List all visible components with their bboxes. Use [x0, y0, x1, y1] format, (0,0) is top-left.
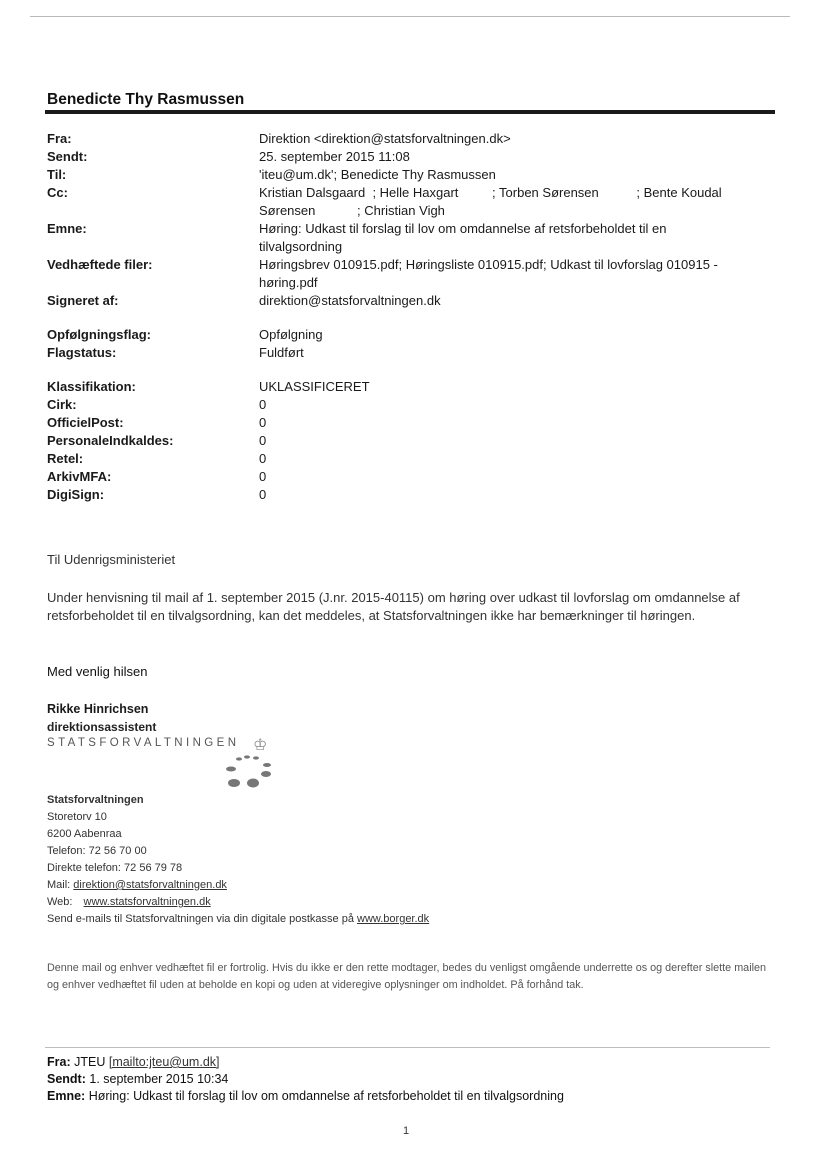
header-label: OfficielPost:	[47, 415, 124, 430]
cc-recipient: ; Bente Koudal	[636, 185, 722, 200]
sender-name: Benedicte Thy Rasmussen	[47, 91, 245, 108]
mail-link[interactable]: direktion@statsforvaltningen.dk	[73, 879, 227, 891]
organization-contact	[47, 792, 429, 928]
confidentiality-disclaimer: Denne mail og enhver vedhæftet fil er fortrolig. Hvis du ikke er den rette modtager, bedes du venligst omgående underrette os og derefter slette mailen og enhver vedhæftet fil uden at beholde en kopi og uden at videregive oplysninger om indholdet. På forhånd tak.	[47, 962, 766, 991]
org-direct-phone: Direkte telefon: 72 56 79 78	[47, 862, 183, 874]
fwd-subject-value: Høring: Udkast til forslag til lov om omdannelse af retsforbeholdet til en tilvalgsordning	[88, 1089, 564, 1103]
fwd-sent-label: Sendt:	[47, 1072, 86, 1086]
header-label: ArkivMFA:	[47, 469, 112, 484]
header-value: Høringsbrev 010915.pdf; Høringsliste 010915.pdf; Udkast til lovforslag 010915 - høring.pdf	[259, 257, 718, 290]
header-label: Klassifikation:	[47, 379, 136, 394]
header-label: Flagstatus:	[47, 345, 117, 360]
header-label: DigiSign:	[47, 487, 105, 502]
header-label: Cirk:	[47, 397, 77, 412]
header-divider	[45, 110, 775, 114]
mail-label: Mail:	[47, 879, 71, 891]
page-number: 1	[403, 1125, 410, 1137]
header-value: 0	[259, 433, 267, 448]
header-row-personaleindkaldes	[47, 432, 767, 450]
web-link[interactable]: www.statsforvaltningen.dk	[83, 896, 211, 908]
header-label: PersonaleIndkaldes:	[47, 433, 174, 448]
header-value: 0	[259, 415, 267, 430]
forwarded-header	[47, 1054, 564, 1105]
header-row-from	[47, 130, 767, 148]
header-row-flag-status	[47, 344, 767, 362]
signature-title: direktionsassistent	[47, 720, 157, 734]
send-text: Send e-mails til Statsforvaltningen via din digitale postkasse på	[47, 913, 354, 925]
logo-wordmark: STATSFORVALTNINGEN	[47, 737, 240, 749]
fwd-subject-label: Emne:	[47, 1089, 86, 1103]
fwd-sent-value: 1. september 2015 10:34	[89, 1072, 229, 1086]
cc-recipient: Sørensen	[259, 203, 316, 218]
header-row-classification	[47, 378, 767, 396]
header-value: Høring: Udkast til forslag til lov om omdannelse af retsforbeholdet til en tilvalgsordning	[259, 221, 667, 254]
header-row-attachments	[47, 256, 767, 292]
header-value: 0	[259, 397, 267, 412]
header-label: Signeret af:	[47, 293, 119, 308]
web-label: Web:	[47, 896, 73, 908]
fwd-subject-line	[47, 1088, 564, 1105]
fwd-from-value: JTEU	[74, 1055, 106, 1069]
top-divider	[30, 16, 790, 17]
email-header-table	[47, 130, 767, 504]
header-value: Fuldført	[259, 345, 304, 360]
header-row-officielpost	[47, 414, 767, 432]
header-value-cc	[259, 184, 767, 220]
header-label: Emne:	[47, 221, 87, 236]
header-row-retel	[47, 450, 767, 468]
header-value: 0	[259, 451, 267, 466]
forwarded-divider	[45, 1047, 770, 1048]
greeting: Til Udenrigsministeriet	[47, 552, 176, 567]
header-row-to	[47, 166, 767, 184]
header-value: 0	[259, 469, 267, 484]
header-label: Retel:	[47, 451, 84, 466]
closing: Med venlig hilsen	[47, 664, 148, 679]
fwd-from-line	[47, 1054, 564, 1071]
header-row-cirk	[47, 396, 767, 414]
header-value: 0	[259, 487, 267, 502]
body-paragraph: Under henvisning til mail af 1. september 2015 (J.nr. 2015-40115) om høring over udkast til lovforslag om omdannelse af retsforbeholdet til en tilvalgsordning, kan det meddeles, at Statsforvaltningen ikke har bemærkninger til høringen.	[47, 590, 740, 623]
fwd-from-label: Fra:	[47, 1055, 71, 1069]
cc-recipient: ; Christian Vigh	[357, 203, 445, 218]
header-row-followup-flag	[47, 326, 767, 344]
signature-name: Rikke Hinrichsen	[47, 702, 149, 716]
org-mail-line	[47, 877, 429, 894]
org-phone: Telefon: 72 56 70 00	[47, 845, 147, 857]
fwd-sent-line	[47, 1071, 564, 1088]
header-row-digisign	[47, 486, 767, 504]
dots-logo-icon	[220, 753, 280, 789]
header-label: Opfølgningsflag:	[47, 327, 151, 342]
header-label: Til:	[47, 167, 67, 182]
header-row-arkivmfa	[47, 468, 767, 486]
header-value: Opfølgning	[259, 327, 323, 342]
header-value: 25. september 2015 11:08	[259, 149, 410, 164]
org-name: Statsforvaltningen	[47, 794, 144, 806]
org-city: 6200 Aabenraa	[47, 828, 122, 840]
header-label: Vedhæftede filer:	[47, 257, 153, 272]
org-web-line	[47, 894, 429, 911]
org-street: Storetorv 10	[47, 811, 107, 823]
cc-recipient: ; Torben Sørensen	[492, 185, 599, 200]
header-value: 'iteu@um.dk'; Benedicte Thy Rasmussen	[259, 167, 496, 182]
header-label: Sendt:	[47, 149, 88, 164]
header-value: Direktion <direktion@statsforvaltningen.dk>	[259, 131, 511, 146]
borger-link[interactable]: www.borger.dk	[357, 913, 430, 925]
header-value: UKLASSIFICERET	[259, 379, 370, 394]
crown-icon: ♔	[253, 737, 268, 754]
header-row-sent	[47, 148, 767, 166]
cc-recipient: Kristian Dalsgaard ; Helle Haxgart	[259, 185, 459, 200]
header-row-signed	[47, 292, 767, 310]
header-row-subject	[47, 220, 767, 256]
org-send-line	[47, 911, 429, 928]
header-label: Fra:	[47, 131, 72, 146]
fwd-mailto-link[interactable]: [mailto:jteu@um.dk]	[108, 1055, 220, 1069]
header-value: direktion@statsforvaltningen.dk	[259, 293, 441, 308]
header-label: Cc:	[47, 185, 68, 200]
header-row-cc	[47, 184, 767, 220]
